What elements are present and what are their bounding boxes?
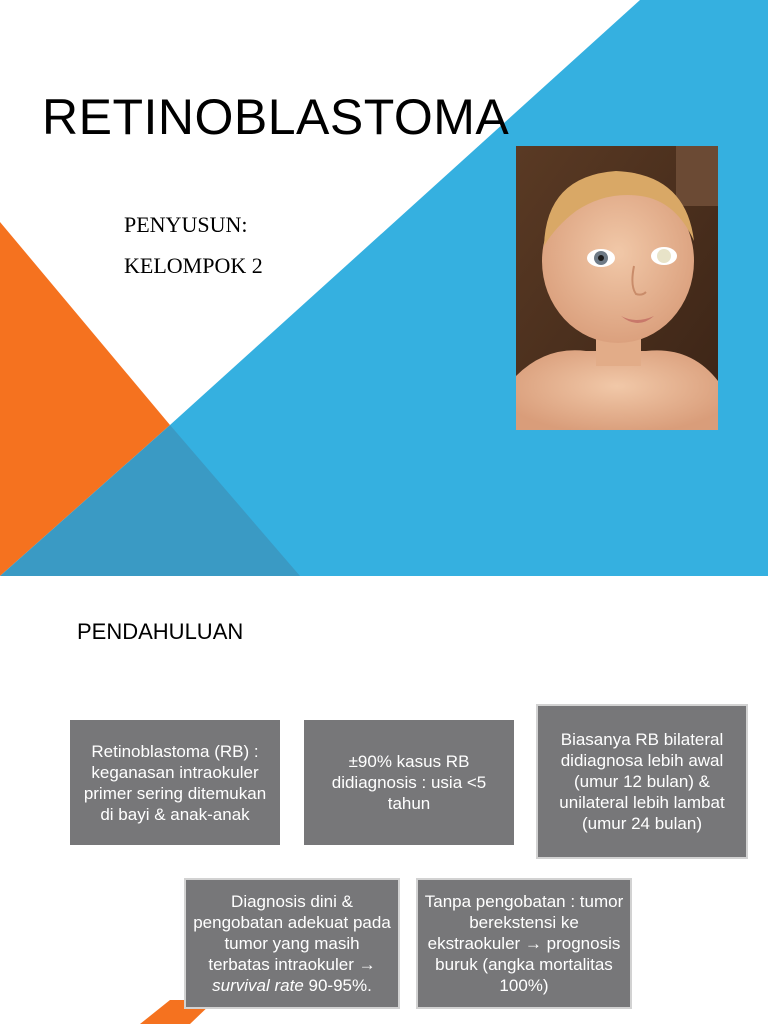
slide-title: RETINOBLASTOMA [42,89,510,145]
subtitle [124,204,263,286]
info-box-untreated [418,880,630,1007]
info-box-bilateral [538,706,746,857]
author-label: PENYUSUN: [124,212,248,237]
child-photo [516,146,718,430]
section-heading: PENDAHULUAN [77,619,244,644]
info-box-text-part: 90-95%. [308,976,372,995]
intro-slide [0,576,768,1024]
info-box-text [192,891,392,996]
info-box-early-diagnosis [186,880,398,1007]
info-box-text: Retinoblastoma (RB) : keganasan intraokuler primer sering ditemukan di bayi & anak-anak [83,741,267,824]
group-label: KELOMPOK 2 [124,253,263,278]
italic-term: survival rate [212,976,304,995]
info-box-definition [70,720,280,845]
info-box-text: Biasanya RB bilateral didiagnosa lebih awal (umur 12 bulan) & unilateral lebih lambat (umur 24 bulan) [559,730,725,833]
info-box-age [304,720,514,845]
info-box-text: Tanpa pengobatan : tumor berekstensi ke ekstraokuler → prognosis buruk (angka mortalitas 100%) [424,892,624,995]
info-box-text-part: Diagnosis dini & pengobatan adekuat pada tumor yang masih terbatas intraokuler → [193,892,391,974]
info-box-text: ±90% kasus RB didiagnosis : usia <5 tahun [331,752,487,813]
